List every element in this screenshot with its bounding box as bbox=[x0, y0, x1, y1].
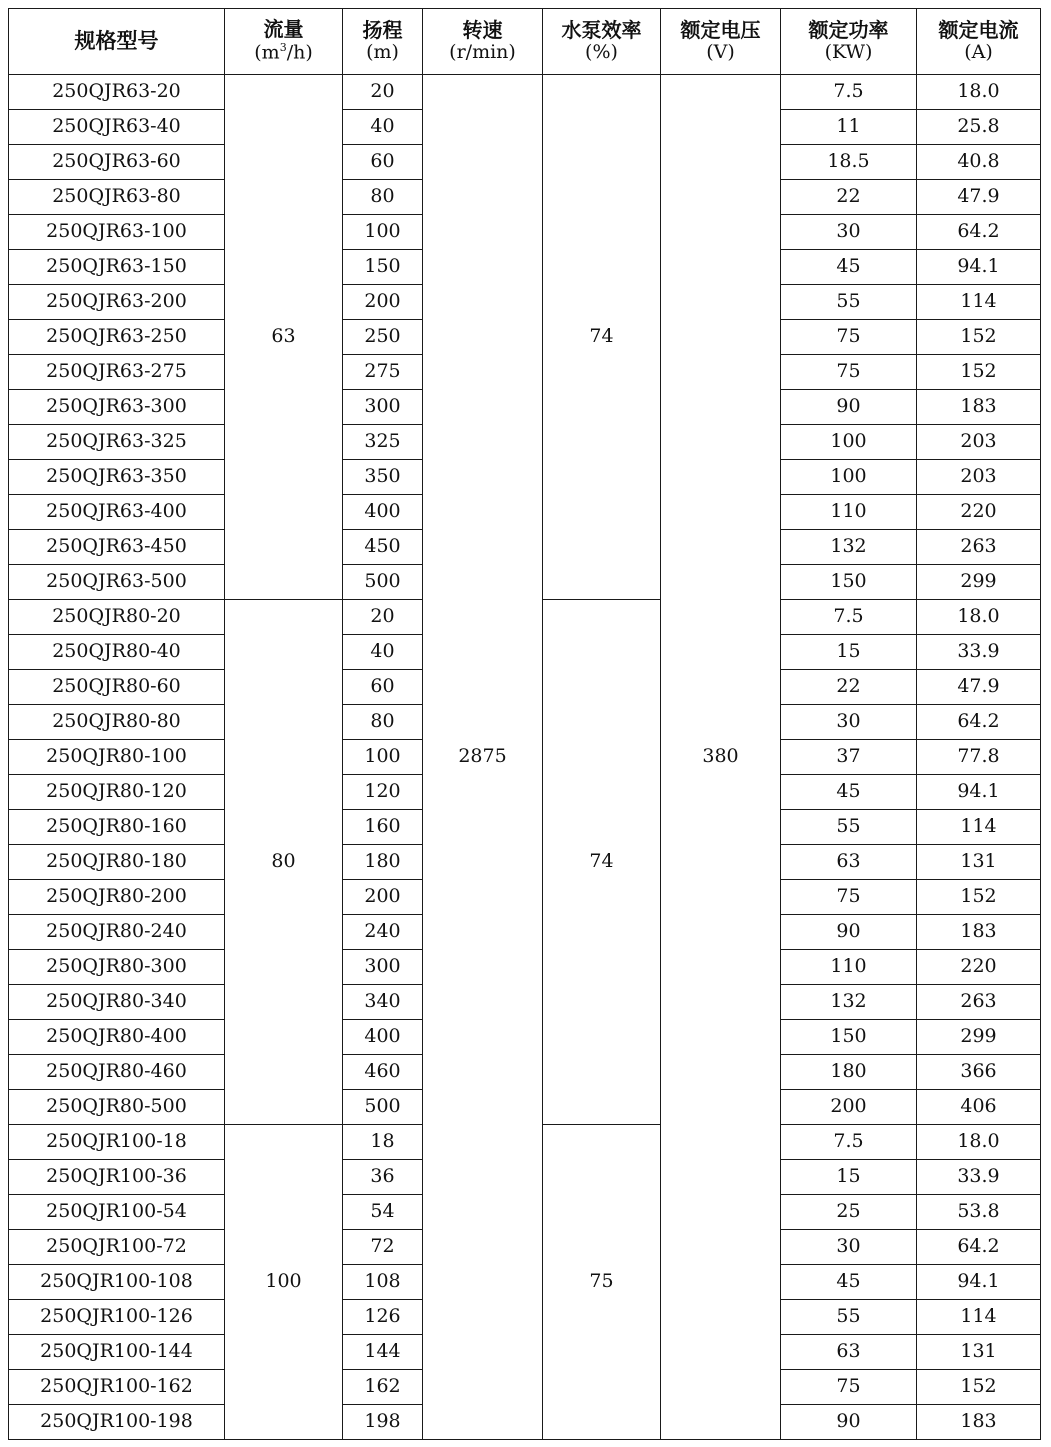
head-cell: 200 bbox=[343, 285, 423, 320]
model-cell: 250QJR100-108 bbox=[9, 1265, 225, 1300]
header-current: 额定电流 (A) bbox=[917, 9, 1041, 75]
model-cell: 250QJR80-20 bbox=[9, 600, 225, 635]
head-cell: 350 bbox=[343, 460, 423, 495]
current-cell: 152 bbox=[917, 1370, 1041, 1405]
header-power: 额定功率 (KW) bbox=[781, 9, 917, 75]
model-cell: 250QJR100-72 bbox=[9, 1230, 225, 1265]
head-cell: 80 bbox=[343, 180, 423, 215]
head-cell: 325 bbox=[343, 425, 423, 460]
head-cell: 60 bbox=[343, 145, 423, 180]
power-cell: 25 bbox=[781, 1195, 917, 1230]
model-cell: 250QJR63-60 bbox=[9, 145, 225, 180]
current-cell: 203 bbox=[917, 460, 1041, 495]
model-cell: 250QJR80-300 bbox=[9, 950, 225, 985]
power-cell: 180 bbox=[781, 1055, 917, 1090]
head-cell: 240 bbox=[343, 915, 423, 950]
head-cell: 450 bbox=[343, 530, 423, 565]
model-cell: 250QJR63-20 bbox=[9, 75, 225, 110]
flow-cell: 100 bbox=[225, 1125, 343, 1440]
current-cell: 263 bbox=[917, 985, 1041, 1020]
model-cell: 250QJR63-450 bbox=[9, 530, 225, 565]
current-cell: 18.0 bbox=[917, 600, 1041, 635]
current-cell: 114 bbox=[917, 810, 1041, 845]
power-cell: 22 bbox=[781, 180, 917, 215]
head-cell: 162 bbox=[343, 1370, 423, 1405]
current-cell: 94.1 bbox=[917, 775, 1041, 810]
current-cell: 40.8 bbox=[917, 145, 1041, 180]
current-cell: 53.8 bbox=[917, 1195, 1041, 1230]
model-cell: 250QJR63-500 bbox=[9, 565, 225, 600]
power-cell: 90 bbox=[781, 1405, 917, 1440]
head-cell: 72 bbox=[343, 1230, 423, 1265]
model-cell: 250QJR80-100 bbox=[9, 740, 225, 775]
efficiency-cell: 74 bbox=[543, 75, 661, 600]
current-cell: 18.0 bbox=[917, 1125, 1041, 1160]
head-cell: 198 bbox=[343, 1405, 423, 1440]
current-cell: 152 bbox=[917, 320, 1041, 355]
current-cell: 152 bbox=[917, 355, 1041, 390]
power-cell: 11 bbox=[781, 110, 917, 145]
head-cell: 300 bbox=[343, 950, 423, 985]
model-cell: 250QJR63-200 bbox=[9, 285, 225, 320]
model-cell: 250QJR63-325 bbox=[9, 425, 225, 460]
current-cell: 406 bbox=[917, 1090, 1041, 1125]
model-cell: 250QJR63-250 bbox=[9, 320, 225, 355]
head-cell: 340 bbox=[343, 985, 423, 1020]
model-cell: 250QJR100-36 bbox=[9, 1160, 225, 1195]
flow-cell: 80 bbox=[225, 600, 343, 1125]
power-cell: 63 bbox=[781, 845, 917, 880]
current-cell: 183 bbox=[917, 915, 1041, 950]
head-cell: 18 bbox=[343, 1125, 423, 1160]
model-cell: 250QJR100-162 bbox=[9, 1370, 225, 1405]
current-cell: 64.2 bbox=[917, 215, 1041, 250]
table-row bbox=[9, 75, 1041, 110]
current-cell: 64.2 bbox=[917, 705, 1041, 740]
head-cell: 144 bbox=[343, 1335, 423, 1370]
header-voltage: 额定电压 (V) bbox=[661, 9, 781, 75]
current-cell: 152 bbox=[917, 880, 1041, 915]
model-cell: 250QJR63-350 bbox=[9, 460, 225, 495]
head-cell: 126 bbox=[343, 1300, 423, 1335]
head-cell: 180 bbox=[343, 845, 423, 880]
head-cell: 60 bbox=[343, 670, 423, 705]
power-cell: 30 bbox=[781, 705, 917, 740]
head-cell: 500 bbox=[343, 565, 423, 600]
header-speed: 转速 (r/min) bbox=[423, 9, 543, 75]
header-model: 规格型号 bbox=[9, 9, 225, 75]
header-row bbox=[9, 9, 1041, 75]
power-cell: 110 bbox=[781, 495, 917, 530]
head-cell: 100 bbox=[343, 215, 423, 250]
power-cell: 90 bbox=[781, 390, 917, 425]
model-cell: 250QJR63-40 bbox=[9, 110, 225, 145]
power-cell: 22 bbox=[781, 670, 917, 705]
head-cell: 36 bbox=[343, 1160, 423, 1195]
power-cell: 45 bbox=[781, 775, 917, 810]
current-cell: 183 bbox=[917, 1405, 1041, 1440]
current-cell: 94.1 bbox=[917, 1265, 1041, 1300]
current-cell: 366 bbox=[917, 1055, 1041, 1090]
power-cell: 63 bbox=[781, 1335, 917, 1370]
pump-spec-table bbox=[8, 8, 1041, 1440]
current-cell: 220 bbox=[917, 495, 1041, 530]
power-cell: 150 bbox=[781, 1020, 917, 1055]
model-cell: 250QJR80-40 bbox=[9, 635, 225, 670]
power-cell: 90 bbox=[781, 915, 917, 950]
model-cell: 250QJR80-240 bbox=[9, 915, 225, 950]
current-cell: 220 bbox=[917, 950, 1041, 985]
efficiency-cell: 75 bbox=[543, 1125, 661, 1440]
current-cell: 131 bbox=[917, 845, 1041, 880]
current-cell: 114 bbox=[917, 1300, 1041, 1335]
power-cell: 132 bbox=[781, 985, 917, 1020]
model-cell: 250QJR80-60 bbox=[9, 670, 225, 705]
head-cell: 40 bbox=[343, 635, 423, 670]
head-cell: 200 bbox=[343, 880, 423, 915]
current-cell: 47.9 bbox=[917, 670, 1041, 705]
power-cell: 18.5 bbox=[781, 145, 917, 180]
power-cell: 45 bbox=[781, 250, 917, 285]
power-cell: 100 bbox=[781, 425, 917, 460]
power-cell: 75 bbox=[781, 1370, 917, 1405]
power-cell: 150 bbox=[781, 565, 917, 600]
power-cell: 55 bbox=[781, 285, 917, 320]
current-cell: 47.9 bbox=[917, 180, 1041, 215]
power-cell: 30 bbox=[781, 215, 917, 250]
current-cell: 25.8 bbox=[917, 110, 1041, 145]
flow-cell: 63 bbox=[225, 75, 343, 600]
speed-cell: 2875 bbox=[423, 75, 543, 1440]
power-cell: 132 bbox=[781, 530, 917, 565]
head-cell: 300 bbox=[343, 390, 423, 425]
current-cell: 203 bbox=[917, 425, 1041, 460]
model-cell: 250QJR80-460 bbox=[9, 1055, 225, 1090]
power-cell: 100 bbox=[781, 460, 917, 495]
model-cell: 250QJR80-340 bbox=[9, 985, 225, 1020]
head-cell: 500 bbox=[343, 1090, 423, 1125]
model-cell: 250QJR63-150 bbox=[9, 250, 225, 285]
header-efficiency: 水泵效率 (%) bbox=[543, 9, 661, 75]
power-cell: 7.5 bbox=[781, 1125, 917, 1160]
head-cell: 400 bbox=[343, 1020, 423, 1055]
model-cell: 250QJR63-100 bbox=[9, 215, 225, 250]
head-cell: 160 bbox=[343, 810, 423, 845]
efficiency-cell: 74 bbox=[543, 600, 661, 1125]
power-cell: 55 bbox=[781, 1300, 917, 1335]
current-cell: 77.8 bbox=[917, 740, 1041, 775]
current-cell: 33.9 bbox=[917, 1160, 1041, 1195]
power-cell: 45 bbox=[781, 1265, 917, 1300]
model-cell: 250QJR100-54 bbox=[9, 1195, 225, 1230]
header-head: 扬程 (m) bbox=[343, 9, 423, 75]
voltage-cell: 380 bbox=[661, 75, 781, 1440]
power-cell: 15 bbox=[781, 635, 917, 670]
head-cell: 100 bbox=[343, 740, 423, 775]
power-cell: 7.5 bbox=[781, 600, 917, 635]
model-cell: 250QJR80-120 bbox=[9, 775, 225, 810]
power-cell: 75 bbox=[781, 880, 917, 915]
current-cell: 299 bbox=[917, 1020, 1041, 1055]
power-cell: 30 bbox=[781, 1230, 917, 1265]
head-cell: 20 bbox=[343, 600, 423, 635]
model-cell: 250QJR100-198 bbox=[9, 1405, 225, 1440]
model-cell: 250QJR63-300 bbox=[9, 390, 225, 425]
model-cell: 250QJR63-400 bbox=[9, 495, 225, 530]
current-cell: 114 bbox=[917, 285, 1041, 320]
head-cell: 80 bbox=[343, 705, 423, 740]
current-cell: 64.2 bbox=[917, 1230, 1041, 1265]
current-cell: 263 bbox=[917, 530, 1041, 565]
model-cell: 250QJR100-144 bbox=[9, 1335, 225, 1370]
head-cell: 40 bbox=[343, 110, 423, 145]
head-cell: 400 bbox=[343, 495, 423, 530]
head-cell: 275 bbox=[343, 355, 423, 390]
power-cell: 110 bbox=[781, 950, 917, 985]
current-cell: 33.9 bbox=[917, 635, 1041, 670]
model-cell: 250QJR80-180 bbox=[9, 845, 225, 880]
head-cell: 54 bbox=[343, 1195, 423, 1230]
power-cell: 15 bbox=[781, 1160, 917, 1195]
power-cell: 75 bbox=[781, 355, 917, 390]
current-cell: 94.1 bbox=[917, 250, 1041, 285]
current-cell: 299 bbox=[917, 565, 1041, 600]
head-cell: 150 bbox=[343, 250, 423, 285]
head-cell: 20 bbox=[343, 75, 423, 110]
head-cell: 120 bbox=[343, 775, 423, 810]
head-cell: 250 bbox=[343, 320, 423, 355]
head-cell: 108 bbox=[343, 1265, 423, 1300]
model-cell: 250QJR63-80 bbox=[9, 180, 225, 215]
header-flow: 流量 $(m^3/h)$ bbox=[225, 9, 343, 75]
model-cell: 250QJR63-275 bbox=[9, 355, 225, 390]
power-cell: 7.5 bbox=[781, 75, 917, 110]
power-cell: 37 bbox=[781, 740, 917, 775]
current-cell: 131 bbox=[917, 1335, 1041, 1370]
model-cell: 250QJR80-80 bbox=[9, 705, 225, 740]
current-cell: 18.0 bbox=[917, 75, 1041, 110]
model-cell: 250QJR100-126 bbox=[9, 1300, 225, 1335]
power-cell: 75 bbox=[781, 320, 917, 355]
current-cell: 183 bbox=[917, 390, 1041, 425]
model-cell: 250QJR80-400 bbox=[9, 1020, 225, 1055]
power-cell: 200 bbox=[781, 1090, 917, 1125]
head-cell: 460 bbox=[343, 1055, 423, 1090]
model-cell: 250QJR100-18 bbox=[9, 1125, 225, 1160]
model-cell: 250QJR80-500 bbox=[9, 1090, 225, 1125]
power-cell: 55 bbox=[781, 810, 917, 845]
model-cell: 250QJR80-160 bbox=[9, 810, 225, 845]
model-cell: 250QJR80-200 bbox=[9, 880, 225, 915]
